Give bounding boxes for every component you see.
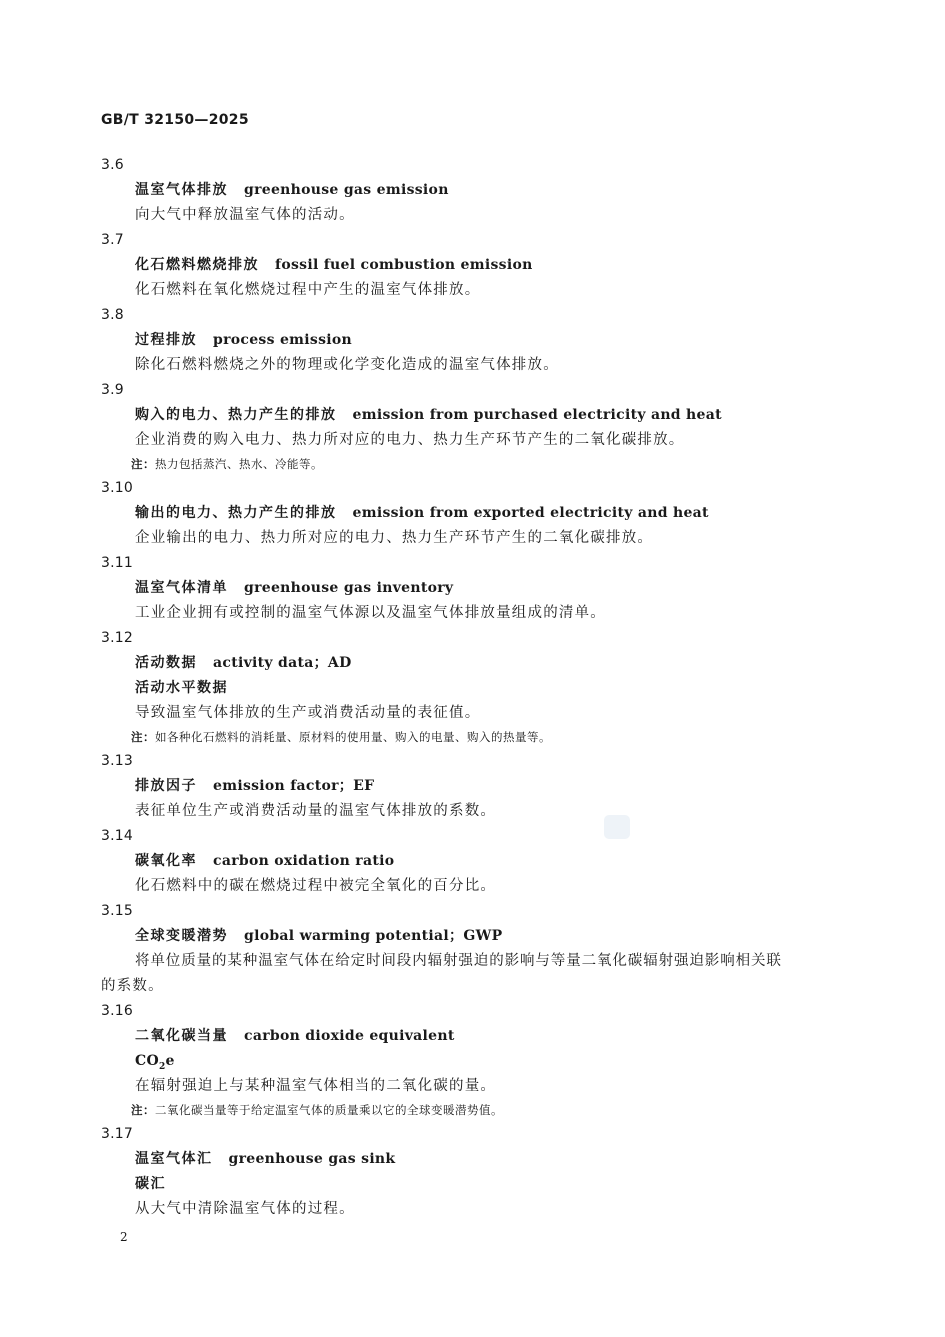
terms-list <box>101 153 841 1222</box>
term-entry-3-16 <box>101 999 841 1122</box>
term-entry-3-6 <box>101 153 841 228</box>
term-english: carbon dioxide equivalent <box>244 1028 455 1044</box>
term-chinese: 碳氧化率 <box>135 853 197 869</box>
term-chinese: 二氧化碳当量 <box>135 1028 228 1044</box>
term-entry-3-13 <box>101 749 841 824</box>
term-chinese: 温室气体汇 <box>135 1151 213 1167</box>
term-english: emission factor；EF <box>213 778 375 794</box>
term-heading <box>101 849 841 874</box>
term-entry-3-15 <box>101 899 841 999</box>
clause-number: 3.11 <box>101 555 133 571</box>
term-note <box>101 453 841 476</box>
term-chinese: 排放因子 <box>135 778 197 794</box>
clause-number: 3.14 <box>101 828 133 844</box>
term-entry-3-8 <box>101 303 841 378</box>
term-entry-3-7 <box>101 228 841 303</box>
term-heading <box>101 403 841 428</box>
clause-number: 3.7 <box>101 232 124 248</box>
term-heading <box>101 253 841 278</box>
term-entry-3-14 <box>101 824 841 899</box>
clause-number: 3.16 <box>101 1003 133 1019</box>
note-text: 如各种化石燃料的消耗量、原材料的使用量、购入的电量、购入的热量等。 <box>155 730 551 744</box>
term-english: global warming potential；GWP <box>244 928 503 944</box>
term-english: greenhouse gas emission <box>244 182 449 198</box>
term-definition: 从大气中清除温室气体的过程。 <box>135 1201 355 1217</box>
term-english: greenhouse gas sink <box>228 1151 396 1167</box>
term-english: fossil fuel combustion emission <box>275 257 533 273</box>
term-english: greenhouse gas inventory <box>244 580 454 596</box>
note-label: 注： <box>131 730 155 744</box>
note-label: 注： <box>131 1103 155 1117</box>
term-english: process emission <box>213 332 353 348</box>
symbol-subscript: 2 <box>158 1061 166 1072</box>
watermark-logo-icon <box>604 815 630 839</box>
term-entry-3-17 <box>101 1122 841 1222</box>
term-definition: 企业输出的电力、热力所对应的电力、热力生产环节产生的二氧化碳排放。 <box>135 530 654 546</box>
term-heading <box>101 774 841 799</box>
term-note <box>101 1099 841 1122</box>
term-definition-line2: 的系数。 <box>101 978 164 994</box>
clause-number: 3.15 <box>101 903 133 919</box>
term-chinese: 温室气体清单 <box>135 580 228 596</box>
note-text: 二氧化碳当量等于给定温室气体的质量乘以它的全球变暖潜势值。 <box>155 1103 503 1117</box>
symbol-pre: CO <box>135 1053 159 1069</box>
term-chinese: 活动数据 <box>135 655 197 671</box>
term-heading <box>101 924 841 949</box>
note-text: 热力包括蒸汽、热水、冷能等。 <box>155 457 323 471</box>
term-note <box>101 726 841 749</box>
standard-code: GB/T 32150—2025 <box>101 112 249 128</box>
page-number: 2 <box>120 1230 128 1244</box>
term-definition: 表征单位生产或消费活动量的温室气体排放的系数。 <box>135 803 497 819</box>
term-heading <box>101 178 841 203</box>
term-symbol <box>101 1049 841 1074</box>
clause-number: 3.8 <box>101 307 124 323</box>
note-label: 注： <box>131 457 155 471</box>
clause-number: 3.12 <box>101 630 133 646</box>
clause-number: 3.10 <box>101 480 133 496</box>
term-chinese: 购入的电力、热力产生的排放 <box>135 407 337 423</box>
term-english: emission from exported electricity and heat <box>352 505 709 521</box>
term-english: carbon oxidation ratio <box>213 853 395 869</box>
term-definition: 企业消费的购入电力、热力所对应的电力、热力生产环节产生的二氧化碳排放。 <box>135 432 685 448</box>
term-chinese: 输出的电力、热力产生的排放 <box>135 505 337 521</box>
term-chinese: 化石燃料燃烧排放 <box>135 257 259 273</box>
term-heading <box>101 651 841 676</box>
term-chinese: 过程排放 <box>135 332 197 348</box>
term-definition: 化石燃料中的碳在燃烧过程中被完全氧化的百分比。 <box>135 878 497 894</box>
term-heading <box>101 576 841 601</box>
term-entry-3-10 <box>101 476 841 551</box>
term-definition: 工业企业拥有或控制的温室气体源以及温室气体排放量组成的清单。 <box>135 605 606 621</box>
clause-number: 3.17 <box>101 1126 133 1142</box>
term-heading <box>101 1024 841 1049</box>
term-chinese: 全球变暖潜势 <box>135 928 228 944</box>
term-entry-3-9 <box>101 378 841 476</box>
term-heading <box>101 1147 841 1172</box>
term-entry-3-11 <box>101 551 841 626</box>
clause-number: 3.9 <box>101 382 124 398</box>
clause-number: 3.13 <box>101 753 133 769</box>
term-synonym: 活动水平数据 <box>135 680 228 696</box>
term-heading <box>101 501 841 526</box>
term-definition: 在辐射强迫上与某种温室气体相当的二氧化碳的量。 <box>135 1078 497 1094</box>
term-definition: 向大气中释放温室气体的活动。 <box>135 207 355 223</box>
term-definition: 导致温室气体排放的生产或消费活动量的表征值。 <box>135 705 481 721</box>
term-chinese: 温室气体排放 <box>135 182 228 198</box>
term-english: emission from purchased electricity and heat <box>352 407 722 423</box>
term-definition: 除化石燃料燃烧之外的物理或化学变化造成的温室气体排放。 <box>135 357 559 373</box>
symbol-post: e <box>165 1053 175 1069</box>
clause-number: 3.6 <box>101 157 124 173</box>
term-definition: 化石燃料在氧化燃烧过程中产生的温室气体排放。 <box>135 282 481 298</box>
term-entry-3-12 <box>101 626 841 749</box>
term-definition-line1: 将单位质量的某种温室气体在给定时间段内辐射强迫的影响与等量二氧化碳辐射强迫影响相关联 <box>135 953 782 969</box>
term-heading <box>101 328 841 353</box>
term-synonym: 碳汇 <box>135 1176 166 1192</box>
term-english: activity data；AD <box>213 655 352 671</box>
